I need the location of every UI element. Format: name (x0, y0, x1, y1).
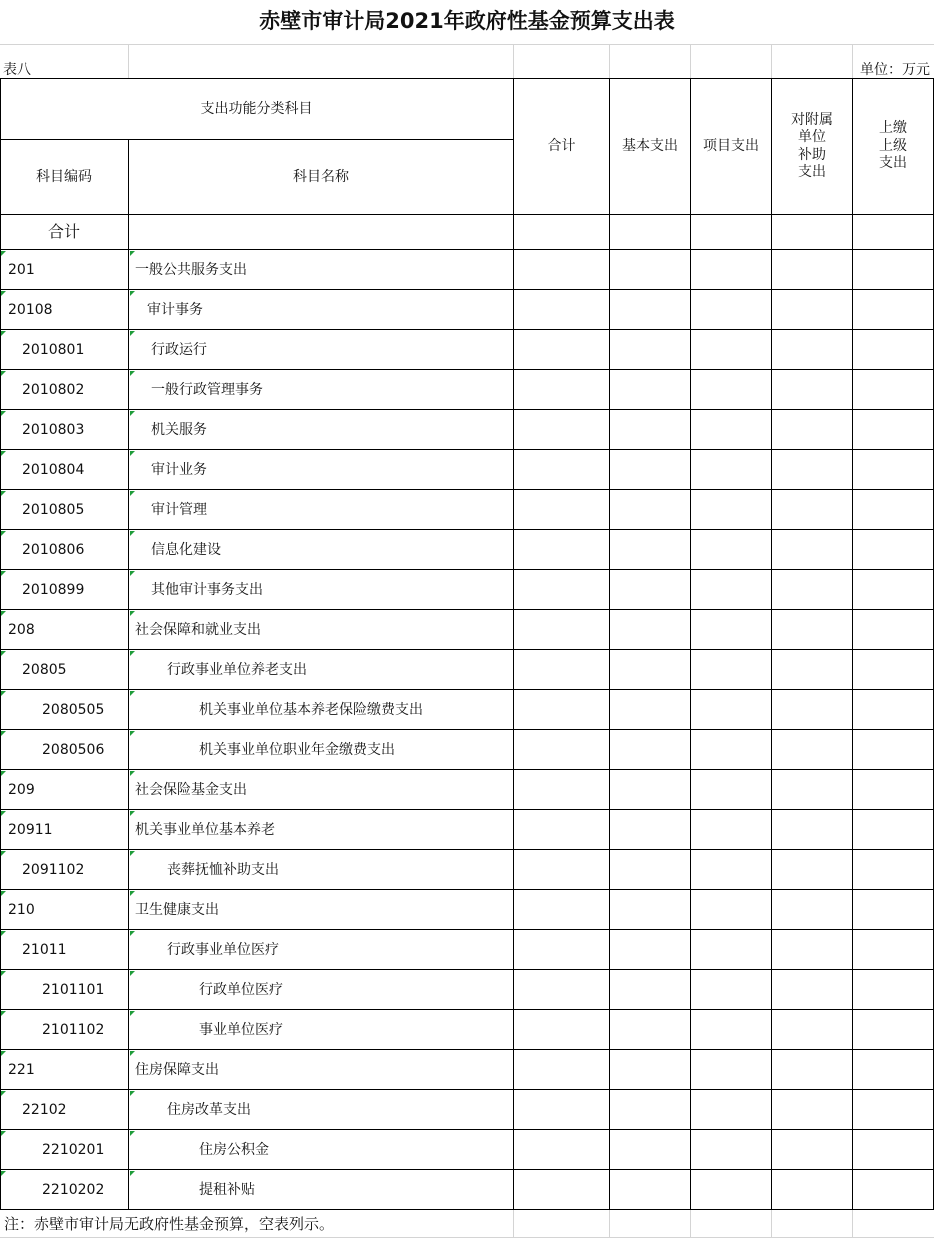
gridline (690, 1210, 691, 1238)
row-name: 机关事业单位基本养老 (135, 821, 275, 838)
row-name: 行政运行 (151, 341, 207, 358)
row-name: 住房公积金 (199, 1141, 269, 1158)
cell-marker (130, 451, 135, 456)
total-row-label: 合计 (47, 222, 80, 242)
border-line (0, 929, 934, 930)
gridline (609, 44, 610, 78)
cell-marker (130, 1131, 135, 1136)
gridline (0, 44, 934, 45)
border-line (0, 214, 934, 215)
border-line (0, 78, 934, 79)
row-code: 20805 (22, 661, 67, 678)
cell-marker (1, 931, 6, 936)
border-line (0, 1169, 934, 1170)
gridline (128, 44, 129, 78)
cell-marker (1, 611, 6, 616)
cell-marker (130, 1011, 135, 1016)
row-code: 2010801 (22, 341, 85, 358)
row-code: 21011 (22, 941, 67, 958)
gridline (852, 1210, 853, 1238)
row-code: 20911 (8, 821, 53, 838)
cell-marker (130, 1051, 135, 1056)
row-name: 信息化建设 (151, 541, 221, 558)
header-basic: 基本支出 (622, 138, 678, 155)
row-code: 208 (8, 621, 35, 638)
row-code: 2010805 (22, 501, 85, 518)
cell-marker (130, 611, 135, 616)
cell-marker (1, 811, 6, 816)
row-name: 丧葬抚恤补助支出 (167, 861, 279, 878)
cell-marker (1, 1091, 6, 1096)
row-code: 2091102 (22, 861, 85, 878)
border-line (852, 78, 853, 1210)
row-code: 2010803 (22, 421, 85, 438)
gridline (690, 44, 691, 78)
row-code: 2010802 (22, 381, 85, 398)
border-line (0, 569, 934, 570)
cell-marker (1, 1131, 6, 1136)
row-name: 机关事业单位职业年金缴费支出 (199, 741, 395, 758)
cell-marker (130, 691, 135, 696)
cell-marker (130, 891, 135, 896)
border-line (0, 729, 934, 730)
border-line (0, 1129, 934, 1130)
border-line (0, 489, 934, 490)
border-line (0, 139, 513, 140)
cell-marker (130, 411, 135, 416)
border-line (0, 409, 934, 410)
header-subsidy (772, 79, 852, 214)
cell-marker (130, 1091, 135, 1096)
header-project: 项目支出 (703, 138, 759, 155)
row-name: 行政单位医疗 (199, 981, 283, 998)
cell-marker (1, 651, 6, 656)
row-code: 221 (8, 1061, 35, 1078)
cell-marker (1, 491, 6, 496)
cell-marker (1, 291, 6, 296)
border-line (0, 78, 1, 1210)
border-line (0, 329, 934, 330)
row-code: 2080506 (42, 741, 105, 758)
header-name: 科目名称 (293, 168, 349, 185)
row-code: 2010806 (22, 541, 85, 558)
cell-marker (130, 251, 135, 256)
border-line (0, 609, 934, 610)
cell-marker (130, 931, 135, 936)
row-code: 201 (8, 261, 35, 278)
border-line (0, 969, 934, 970)
row-name: 审计管理 (151, 501, 207, 518)
row-code: 22102 (22, 1101, 67, 1118)
page-title: 赤壁市审计局2021年政府性基金预算支出表 (259, 9, 675, 34)
gridline (852, 44, 853, 78)
cell-marker (1, 251, 6, 256)
row-name: 审计业务 (151, 461, 207, 478)
cell-marker (130, 1171, 135, 1176)
cell-marker (1, 1171, 6, 1176)
cell-marker (1, 771, 6, 776)
row-name: 卫生健康支出 (135, 901, 219, 918)
border-line (0, 809, 934, 810)
cell-marker (130, 531, 135, 536)
row-name: 审计事务 (147, 301, 203, 318)
header-remit-line: 支出 (879, 155, 907, 172)
row-name: 社会保险基金支出 (135, 781, 247, 798)
border-line (0, 689, 934, 690)
header-remit-line: 上级 (879, 137, 907, 154)
border-line (771, 78, 772, 1210)
cell-marker (1, 891, 6, 896)
row-code: 2101102 (42, 1021, 105, 1038)
cell-marker (130, 571, 135, 576)
cell-marker (1, 1051, 6, 1056)
row-name: 社会保障和就业支出 (135, 621, 261, 638)
row-name: 行政事业单位养老支出 (167, 661, 307, 678)
row-name: 住房改革支出 (167, 1101, 251, 1118)
border-line (609, 78, 610, 1210)
row-code: 2010804 (22, 461, 85, 478)
cell-marker (130, 731, 135, 736)
border-line (0, 529, 934, 530)
gridline (513, 1210, 514, 1238)
row-name: 住房保障支出 (135, 1061, 219, 1078)
cell-marker (1, 971, 6, 976)
cell-marker (1, 331, 6, 336)
header-subsidy-line: 对附属 (791, 111, 833, 128)
header-total: 合计 (547, 138, 576, 155)
row-name: 机关事业单位基本养老保险缴费支出 (199, 701, 423, 718)
cell-marker (130, 491, 135, 496)
border-line (0, 249, 934, 250)
gridline (609, 1210, 610, 1238)
border-line (690, 78, 691, 1210)
unit-label: 单位：万元 (860, 61, 930, 78)
cell-marker (1, 411, 6, 416)
cell-marker (130, 371, 135, 376)
row-code: 2010899 (22, 581, 85, 598)
border-line (0, 369, 934, 370)
row-code: 20108 (8, 301, 53, 318)
header-subsidy-line: 补助 (798, 146, 826, 163)
row-name: 提租补贴 (199, 1181, 255, 1198)
border-line (0, 769, 934, 770)
cell-marker (130, 811, 135, 816)
cell-marker (1, 571, 6, 576)
cell-marker (130, 971, 135, 976)
border-line (0, 289, 934, 290)
border-line (0, 649, 934, 650)
cell-marker (130, 851, 135, 856)
header-subsidy-line: 单位 (798, 129, 826, 145)
header-code: 科目编码 (36, 168, 92, 185)
cell-marker (1, 731, 6, 736)
row-code: 2080505 (42, 701, 105, 718)
cell-marker (1, 451, 6, 456)
cell-marker (130, 331, 135, 336)
cell-marker (130, 291, 135, 296)
table-number: 表八 (3, 61, 31, 78)
border-line (0, 889, 934, 890)
row-name: 其他审计事务支出 (151, 581, 263, 598)
border-line (128, 139, 129, 1210)
border-line (0, 1209, 934, 1210)
header-subsidy-line: 支出 (798, 164, 826, 180)
header-remit (853, 79, 933, 214)
cell-marker (1, 851, 6, 856)
row-name: 一般行政管理事务 (151, 381, 263, 398)
row-name: 一般公共服务支出 (135, 261, 247, 278)
border-line (0, 1089, 934, 1090)
gridline (771, 1210, 772, 1238)
row-name: 机关服务 (151, 421, 207, 438)
cell-marker (130, 771, 135, 776)
row-code: 210 (8, 901, 35, 918)
row-code: 2210202 (42, 1181, 105, 1198)
border-line (513, 78, 514, 1210)
border-line (0, 1049, 934, 1050)
cell-marker (1, 531, 6, 536)
gridline (771, 44, 772, 78)
border-line (0, 1009, 934, 1010)
cell-marker (1, 371, 6, 376)
cell-marker (1, 691, 6, 696)
border-line (0, 849, 934, 850)
cell-marker (130, 651, 135, 656)
row-code: 2210201 (42, 1141, 105, 1158)
row-code: 209 (8, 781, 35, 798)
footnote: 注：赤壁市审计局无政府性基金预算，空表列示。 (4, 1215, 335, 1233)
row-code: 2101101 (42, 981, 105, 998)
cell-marker (1, 1011, 6, 1016)
row-name: 行政事业单位医疗 (167, 941, 279, 958)
border-line (0, 449, 934, 450)
gridline (513, 44, 514, 78)
header-remit-line: 上缴 (879, 120, 907, 137)
header-category-group: 支出功能分类科目 (200, 100, 313, 117)
row-name: 事业单位医疗 (199, 1021, 283, 1038)
